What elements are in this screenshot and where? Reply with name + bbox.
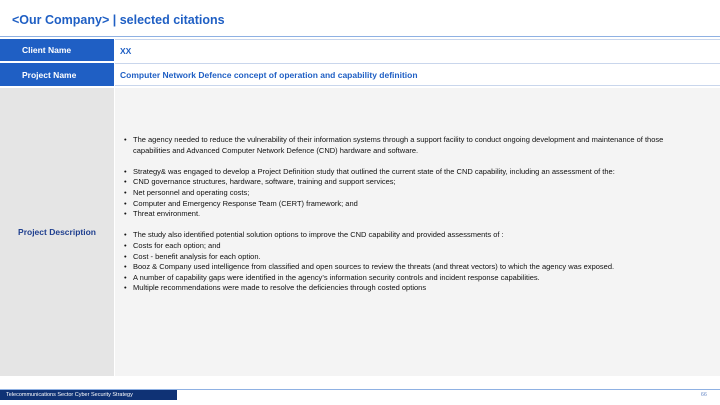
bullet-item: • Strategy& was engaged to develop a Project Definition study that outlined the current state of the CND capability, including an assessment of the: bbox=[123, 167, 690, 178]
bullet-item: • Booz & Company used intelligence from classified and open sources to review the threats (and threat vectors) to which the agency was exposed. bbox=[123, 262, 690, 273]
client-name-label: Client Name bbox=[0, 39, 114, 61]
bullet-item: • Computer and Emergency Response Team (CERT) framework; and bbox=[123, 199, 690, 210]
project-name-label: Project Name bbox=[0, 63, 114, 86]
client-name-value: XX bbox=[115, 39, 720, 61]
bullet-item: • The agency needed to reduce the vulnerability of their information systems through a support facility to conduct ongoing development and maintenance of those capabilities and Advanced Computer Network Defence (CND) hardware and software. bbox=[123, 135, 690, 156]
bullet-list bbox=[123, 135, 690, 156]
bullet-item: • Net personnel and operating costs; bbox=[123, 188, 690, 199]
bullet-list bbox=[123, 230, 690, 294]
project-name-value: Computer Network Defence concept of operation and capability definition bbox=[115, 63, 720, 86]
bullet-item: • CND governance structures, hardware, software, training and support services; bbox=[123, 177, 690, 188]
footer-label: Telecommunications Sector Cyber Security Strategy bbox=[0, 390, 177, 400]
title-divider bbox=[0, 36, 720, 37]
bullet-item: • Threat environment. bbox=[123, 209, 690, 220]
project-description-label: Project Description bbox=[0, 88, 114, 376]
page-title: <Our Company> | selected citations bbox=[12, 13, 225, 27]
bullet-item: • Costs for each option; and bbox=[123, 241, 690, 252]
project-description-body bbox=[115, 88, 720, 376]
bullet-item: • A number of capability gaps were identified in the agency’s information security controls and incident response capabilities. bbox=[123, 273, 690, 284]
bullet-item: • The study also identified potential solution options to improve the CND capability and provided assessments of : bbox=[123, 230, 690, 241]
bullet-item: • Cost - benefit analysis for each option. bbox=[123, 252, 690, 263]
bullet-list bbox=[123, 167, 690, 220]
page-number: 66 bbox=[700, 392, 707, 398]
bullet-item: • Multiple recommendations were made to resolve the deficiencies through costed options bbox=[123, 283, 690, 294]
